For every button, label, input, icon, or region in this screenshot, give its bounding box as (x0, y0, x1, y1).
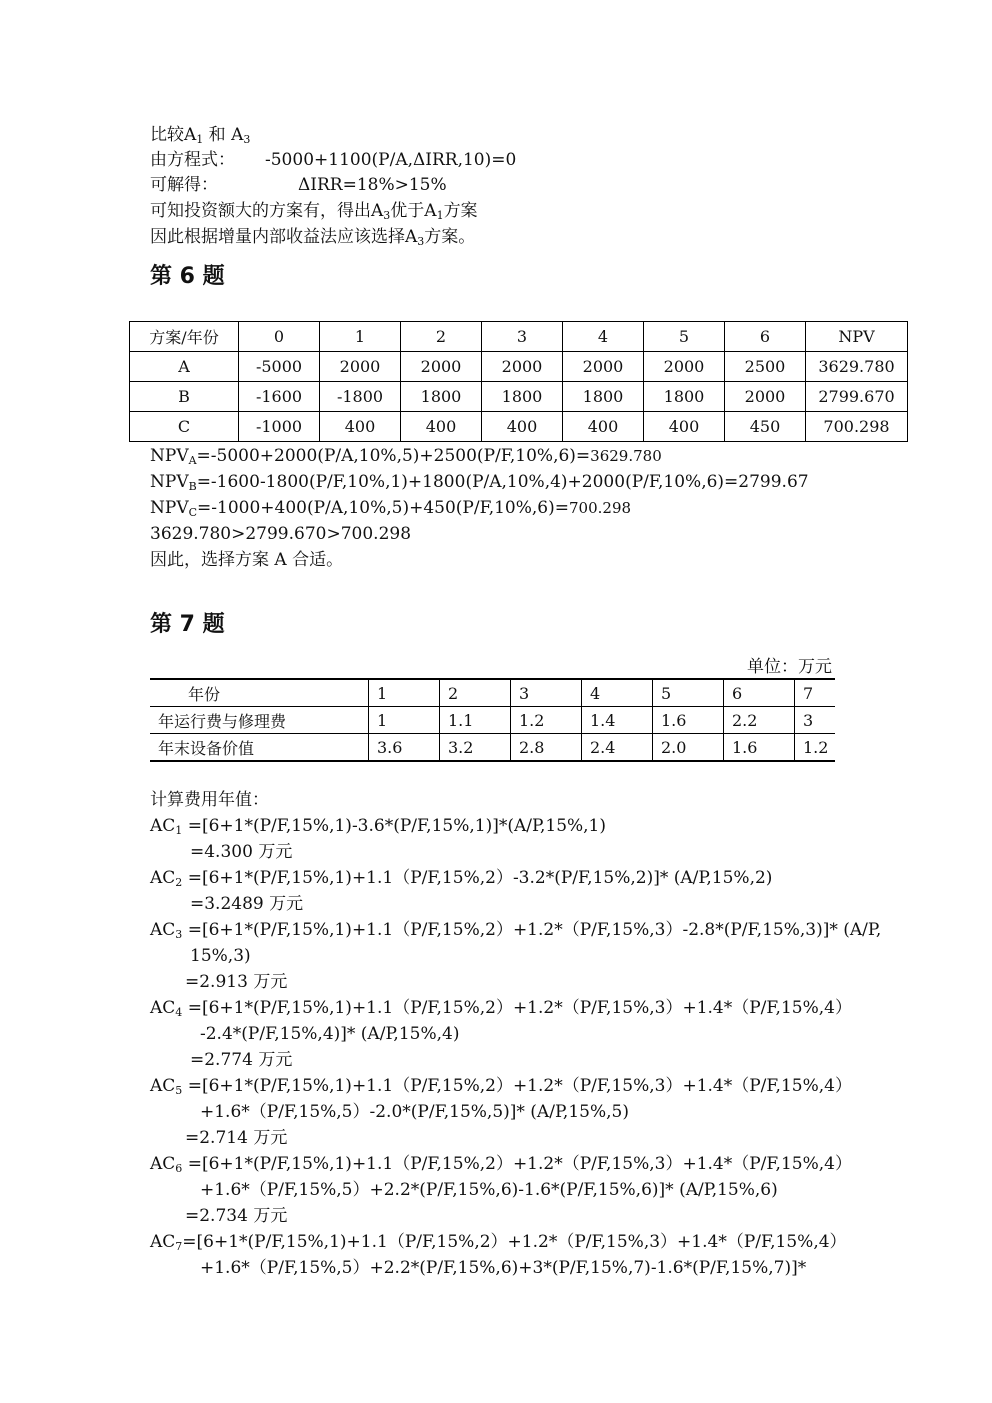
ac6-line-cont: +1.6*（P/F,15%,5）+2.2*(P/F,15%,6)-1.6*(P/F,15%,6)]* (A/P,15%,6) (200, 1180, 778, 1200)
table-cell: 1.4 (582, 707, 653, 734)
table-cell: 1800 (482, 382, 563, 412)
intro-line-compare: 比较$A_1$ 和 $A_3$ (150, 125, 251, 146)
table-cell: 2000 (482, 352, 563, 382)
ac3-line: $AC_3 =[6+1*(P/F,15\%,1)+1.1(P/F,15\%,2)+1.2*(P/F,15\%,3)-2.8*(P/F,15\%,3)]*$ (A/P, (150, 920, 882, 941)
table-cell: 6 (724, 679, 795, 707)
table-cell: NPV (806, 322, 908, 352)
ac5-line-cont: +1.6*（P/F,15%,5）-2.0*(P/F,15%,5)]* (A/P,15%,5) (200, 1102, 629, 1122)
table-cell: 1.6 (653, 707, 724, 734)
table-cell: -1800 (320, 382, 401, 412)
ac5-result: =2.714 万元 (185, 1128, 288, 1148)
intro-line-conclusion: 因此根据增量内部收益法应该选择$A_3$方案。 (150, 227, 476, 248)
table-cell: -1000 (239, 412, 320, 442)
table-cell: C (130, 412, 239, 442)
ac5-line: $AC_5 =[6+1*(P/F,15\%,1)+1.1(P/F,15\%,2)+1.2*(P/F,15\%,3)+1.4*(P/F,15\%,4)$ (150, 1076, 852, 1097)
npv-a-line: $NPV_A=-5000+2000(P/A,10\%,5)+2500(P/F,10\%,6)=3629.780$ (150, 446, 662, 467)
table-cell: 400 (320, 412, 401, 442)
table-cell: 1.6 (724, 734, 795, 762)
table-cell: 7 (795, 679, 836, 707)
ac3-line-cont: 15%,3) (190, 946, 251, 966)
table-cell: 3.2 (440, 734, 511, 762)
ac4-line-cont: -2.4*(P/F,15%,4)]* (A/P,15%,4) (200, 1024, 460, 1044)
table-cell: 1800 (401, 382, 482, 412)
table-cell: 2 (440, 679, 511, 707)
table-cell: 3 (482, 322, 563, 352)
table-cell: 2000 (644, 352, 725, 382)
ac7-line-cont: +1.6*（P/F,15%,5）+2.2*(P/F,15%,6)+3*(P/F,15%,7)-1.6*(P/F,15%,7)]* (200, 1258, 807, 1278)
table-row (150, 707, 835, 734)
ac6-line: $AC_6 =[6+1*(P/F,15\%,1)+1.1(P/F,15\%,2)+1.2*(P/F,15\%,3)+1.4*(P/F,15\%,4)$ (150, 1154, 852, 1175)
table-cell: 6 (725, 322, 806, 352)
intro-line-solution: 可解得： ΔIRR=18%>15% (150, 175, 447, 195)
calc-title: 计算费用年值： (150, 790, 269, 810)
ac1-result: =4.300 万元 (190, 842, 293, 862)
table-header-row (150, 679, 835, 707)
table-cell: 1.1 (440, 707, 511, 734)
table-cell: 400 (644, 412, 725, 442)
intro-line-inference: 可知投资额大的方案有，得出$A_3$优于$A_1$方案 (150, 201, 478, 222)
q6-table (129, 321, 908, 442)
table-cell: 5 (644, 322, 725, 352)
ac1-line: $AC_1 =[6+1*(P/F,15\%,1)-3.6*(P/F,15\%,1)]*(A/P,15\%,1)$ (150, 816, 607, 837)
intro-line-equation: 由方程式： -5000+1100(P/A,ΔIRR,10)=0 (150, 150, 517, 170)
table-cell: 方案/年份 (130, 322, 239, 352)
table-cell: 1 (369, 679, 440, 707)
unit-label: 单位：万元 (747, 657, 832, 677)
table-cell: 2000 (401, 352, 482, 382)
ac7-line: $AC_7=[6+1*(P/F,15\%,1)+1.1(P/F,15\%,2)+1.2*(P/F,15\%,3)+1.4*(P/F,15\%,4)$ (150, 1232, 847, 1253)
ac3-result: =2.913 万元 (185, 972, 288, 992)
table-row (150, 734, 835, 762)
table-cell: 2.2 (724, 707, 795, 734)
q6-heading: 第 6 题 (150, 264, 225, 289)
ac4-line: $AC_4 =[6+1*(P/F,15\%,1)+1.1(P/F,15\%,2)+1.2*(P/F,15\%,3)+1.4*(P/F,15\%,4)$ (150, 998, 852, 1019)
table-cell: 400 (563, 412, 644, 442)
table-cell: 2500 (725, 352, 806, 382)
table-cell: 2.0 (653, 734, 724, 762)
table-cell: 2000 (563, 352, 644, 382)
ac4-result: =2.774 万元 (190, 1050, 293, 1070)
table-header-row (130, 322, 908, 352)
table-cell: 3 (795, 707, 836, 734)
table-cell: 2000 (725, 382, 806, 412)
table-cell: 3.6 (369, 734, 440, 762)
table-cell: 400 (482, 412, 563, 442)
table-cell: 450 (725, 412, 806, 442)
table-cell: -1600 (239, 382, 320, 412)
table-cell: 400 (401, 412, 482, 442)
table-cell: 5 (653, 679, 724, 707)
npv-b-line: $NPV_B=-1600-1800(P/F,10\%,1)+1800(P/A,10\%,4)+2000(P/F,10\%,6)=2799.67$ (150, 472, 809, 493)
table-cell: 2000 (320, 352, 401, 382)
npv-c-line: $NPV_C=-1000+400(P/A,10\%,5)+450(P/F,10\%,6)=700.298$ (150, 498, 632, 519)
table-cell: 1800 (563, 382, 644, 412)
table-cell: 2.4 (582, 734, 653, 762)
table-row (130, 382, 908, 412)
table-cell: -5000 (239, 352, 320, 382)
ac2-result: =3.2489 万元 (190, 894, 304, 914)
table-cell: 4 (563, 322, 644, 352)
table-cell: 年份 (188, 684, 221, 704)
table-cell: 3 (511, 679, 582, 707)
table-cell: 0 (239, 322, 320, 352)
table-cell: 2.8 (511, 734, 582, 762)
table-cell: A (130, 352, 239, 382)
table-cell: 2 (401, 322, 482, 352)
table-row (130, 412, 908, 442)
table-cell: 1.2 (795, 734, 836, 762)
table-cell: 年末设备价值 (150, 734, 369, 762)
table-cell: 2799.670 (806, 382, 908, 412)
table-cell: 3629.780 (806, 352, 908, 382)
q7-table (150, 678, 835, 762)
ac6-result: =2.734 万元 (185, 1206, 288, 1226)
table-cell: B (130, 382, 239, 412)
q7-heading: 第 7 题 (150, 612, 225, 637)
table-cell: 700.298 (806, 412, 908, 442)
npv-compare-line: 3629.780>2799.670>700.298 (150, 524, 412, 544)
table-cell: 年运行费与修理费 (150, 707, 369, 734)
table-cell: 1 (369, 707, 440, 734)
q6-conclusion: 因此，选择方案 A 合适。 (150, 550, 344, 570)
ac2-line: $AC_2 =[6+1*(P/F,15\%,1)+1.1(P/F,15\%,2)-3.2*(P/F,15\%,2)]*$ (A/P,15%,2) (150, 868, 773, 889)
table-cell: 4 (582, 679, 653, 707)
table-cell: 1800 (644, 382, 725, 412)
table-cell: 1.2 (511, 707, 582, 734)
table-row (130, 352, 908, 382)
table-cell: 1 (320, 322, 401, 352)
